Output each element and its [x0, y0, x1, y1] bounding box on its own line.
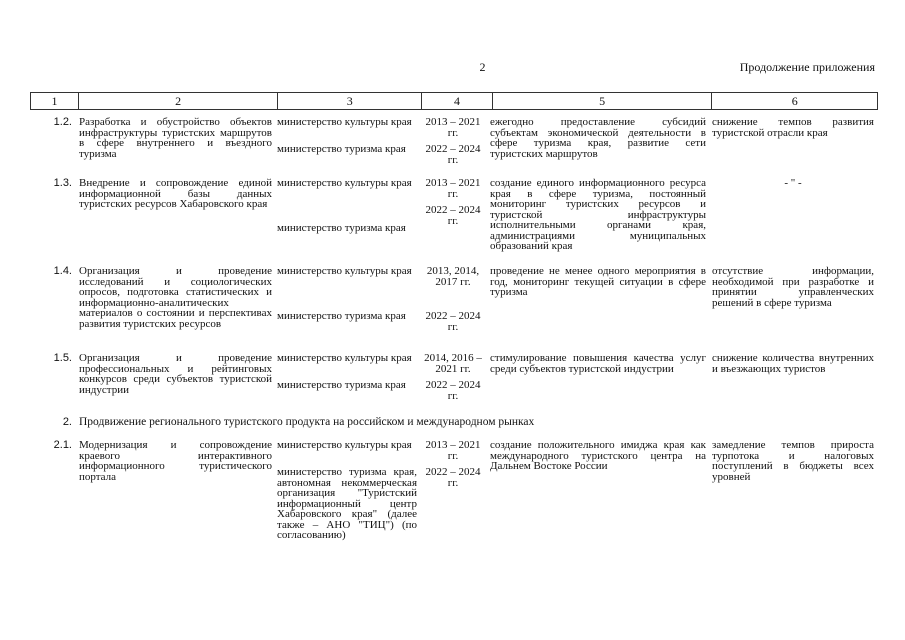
- header-col-3: 3: [278, 93, 422, 109]
- executor-a: министерство культуры края: [277, 177, 412, 189]
- expected-result: создание положительного имиджа края как международного туристского центра на Дальнем Востоке России: [490, 439, 706, 472]
- period-b: 2022 – 2024 гг.: [425, 204, 481, 227]
- measure-text: Организация и проведение исследований и социологических опросов, подготовка статистических и информационно-аналитических материалов о состоянии и перспективах развития туристских ресурсов: [79, 265, 272, 330]
- row-number: 1.2.: [53, 116, 72, 128]
- executor-a: министерство культуры края: [277, 116, 412, 128]
- measure-text: Организация и проведение профессиональных и рейтинговых конкурсов среди субъектов туристской индустрии: [79, 352, 272, 396]
- expected-result: проведение не менее одного мероприятия в год, мониторинг текущей ситуации в сфере туризма: [490, 265, 706, 298]
- consequence: снижение темпов развития туристской отрасли края: [712, 116, 874, 139]
- measure-text: Модернизация и сопровождение краевого интерактивного информационного туристического портала: [79, 439, 272, 483]
- row-number: 1.5.: [53, 352, 72, 364]
- header-col-2: 2: [79, 93, 279, 109]
- table-header: [30, 92, 878, 110]
- continuation-label: Продолжение приложения: [739, 60, 875, 74]
- row-number: 1.4.: [53, 265, 72, 277]
- consequence: - " -: [784, 177, 802, 189]
- consequence: снижение количества внутренних и въезжающих туристов: [712, 352, 874, 375]
- period-a: 2013 – 2021 гг.: [425, 116, 481, 139]
- period-b: 2022 – 2024 гг.: [425, 310, 481, 333]
- executor-b: министерство туризма края: [277, 379, 406, 391]
- executor-a: министерство культуры края: [277, 352, 412, 364]
- period-a: 2014, 2016 – 2021 гг.: [424, 352, 482, 375]
- header-col-4: 4: [422, 93, 493, 109]
- executor-b: министерство туризма края: [277, 222, 406, 234]
- consequence: замедление темпов прироста турпотока и налоговых поступлений в бюджеты всех уровней: [712, 439, 874, 483]
- executor-a: министерство культуры края: [277, 265, 412, 277]
- period-a: 2013 – 2021 гг.: [425, 439, 481, 462]
- row-number: 2.1.: [53, 439, 72, 451]
- period-b: 2022 – 2024 гг.: [425, 143, 481, 166]
- section-number: 2.: [62, 416, 72, 428]
- period-b: 2022 – 2024 гг.: [425, 379, 481, 402]
- period-a: 2013 – 2021 гг.: [425, 177, 481, 200]
- header-col-1: 1: [31, 93, 79, 109]
- measure-text: Разработка и обустройство объектов инфраструктуры туристских маршрутов в сфере внутреннего и въездного туризма: [79, 116, 272, 160]
- header-col-6: 6: [791, 94, 798, 108]
- executor-a: министерство культуры края: [277, 439, 412, 451]
- section-title: Продвижение регионального туристского продукта на российском и международном рынках: [79, 416, 535, 428]
- executor-b: министерство туризма края, автономная некоммерческая организация "Туристский информационный центр Хабаровского края" (далее также – АНО "ТИЦ") (по согласованию): [277, 466, 417, 541]
- period-b: 2022 – 2024 гг.: [425, 466, 481, 489]
- header-col-5: 5: [493, 93, 712, 109]
- period-a: 2013, 2014, 2017 гг.: [426, 265, 480, 288]
- row-number: 1.3.: [53, 177, 72, 189]
- executor-b: министерство туризма края: [277, 143, 406, 155]
- expected-result: стимулирование повышения качества услуг среди субъектов туристской индустрии: [490, 352, 706, 375]
- expected-result: создание единого информационного ресурса края в сфере туризма, постоянный мониторинг туристских ресурсов и туристской инфраструктуры исполнительными органами края, администрациями муниципальных образований края: [490, 177, 706, 252]
- consequence: отсутствие информации, необходимой при разработке и принятии управленческих решений в сфере туризма: [712, 265, 874, 309]
- page-number: 2: [479, 60, 486, 74]
- executor-b: министерство туризма края: [277, 310, 406, 322]
- expected-result: ежегодно предоставление субсидий субъектам экономической деятельности в сфере туризма края, развитие сети туристских маршрутов: [490, 116, 706, 160]
- measure-text: Внедрение и сопровождение единой информационной базы данных туристских ресурсов Хабаровского края: [79, 177, 272, 210]
